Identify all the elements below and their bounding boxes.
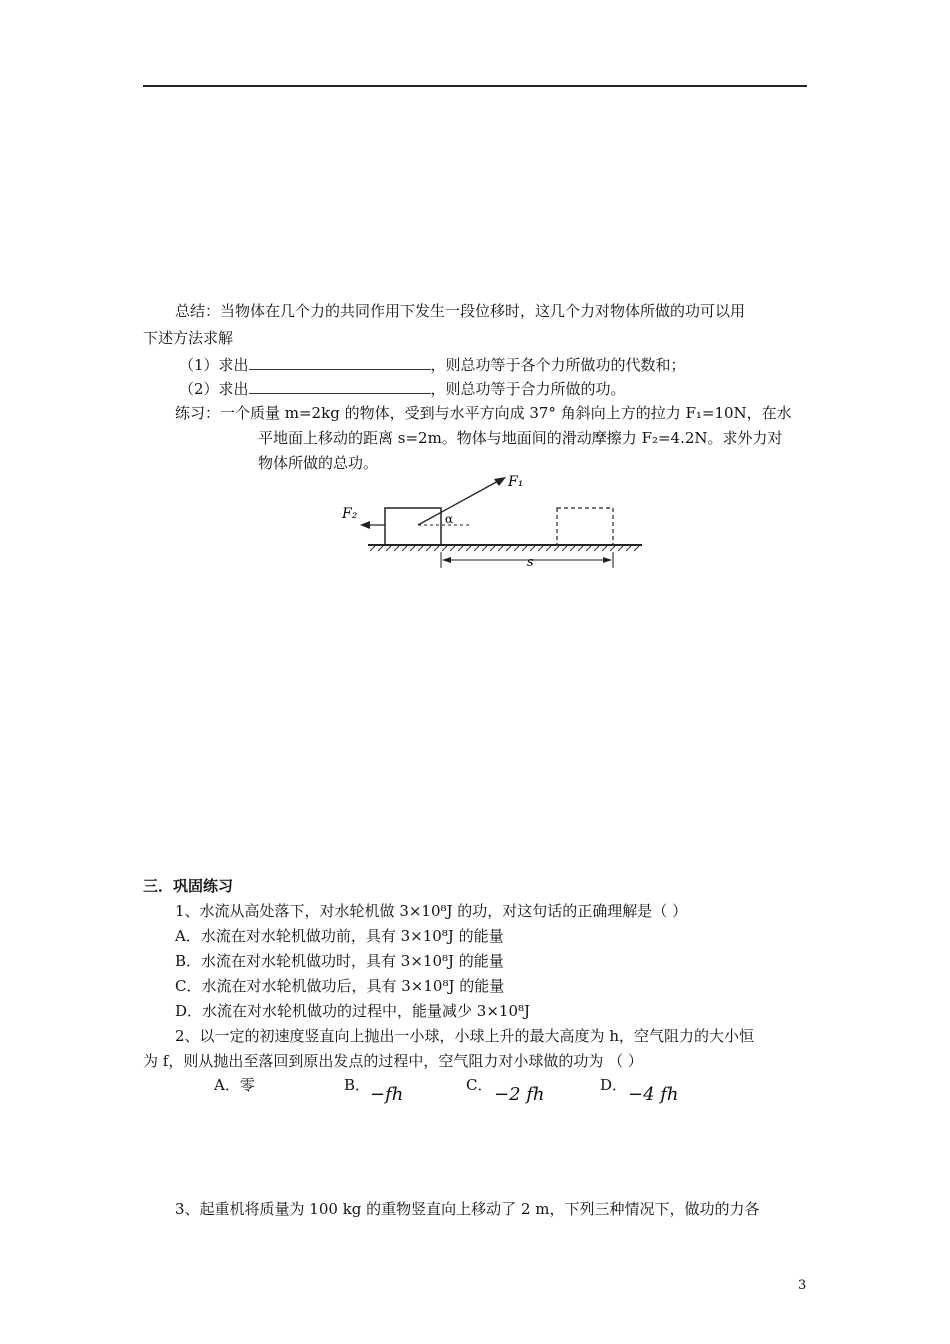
q1-option-c[interactable]: C．水流在对水轮机做功后，具有 3×10⁸J 的能量 (175, 977, 505, 995)
summary-item-2-prefix: （2）求出 (179, 380, 249, 398)
q1-option-a[interactable]: A．水流在对水轮机做功前，具有 3×10⁸J 的能量 (175, 927, 504, 945)
q3-line-1: 3、起重机将质量为 100 kg 的重物竖直向上移动了 2 m，下列三种情况下，做功的力各 (175, 1200, 760, 1218)
q2-option-c-label[interactable]: C． (466, 1076, 493, 1094)
s-arrow-left (442, 557, 451, 563)
summary-item-1 (179, 354, 686, 375)
force-f1-arrowhead (494, 477, 506, 486)
q2-line-1: 2、以一定的初速度竖直向上抛出一小球，小球上升的最大高度为 h，空气阻力的大小恒 (175, 1027, 754, 1045)
label-s: s (527, 555, 534, 570)
exercise-line-3: 物体所做的总功。 (258, 454, 379, 472)
q2-option-b-label[interactable]: B． (344, 1076, 371, 1094)
q2-line-2: 为 f，则从抛出至落回到原出发点的过程中，空气阻力对小球做的功为 （ ） (143, 1052, 643, 1070)
answer-blank-1[interactable] (249, 355, 431, 370)
answer-blank-2[interactable] (249, 379, 431, 394)
q2-option-a[interactable]: A．零 (214, 1076, 255, 1094)
label-f2: F₂ (342, 506, 358, 522)
summary-item-2 (179, 378, 626, 399)
q2-option-c-value: −2 fh (494, 1084, 545, 1105)
label-alpha: α (445, 512, 454, 526)
q2-option-b-value: −fh (370, 1084, 404, 1105)
summary-item-1-suffix: ，则总功等于各个力所做功的代数和； (430, 356, 686, 374)
force-diagram (330, 470, 650, 575)
q2-option-d-label[interactable]: D． (600, 1076, 628, 1094)
exercise-line-1: 练习：一个质量 m=2kg 的物体，受到与水平方向成 37° 角斜向上方的拉力 F₁=10N，在水 (175, 404, 792, 422)
header-rule (143, 85, 807, 87)
summary-line-2: 下述方法求解 (143, 329, 234, 347)
summary-line-1: 总结：当物体在几个力的共同作用下发生一段位移时，这几个力对物体所做的功可以用 (175, 302, 746, 320)
summary-item-2-suffix: ，则总功等于合力所做的功。 (430, 380, 626, 398)
label-f1: F₁ (508, 474, 524, 490)
q2-option-d-value: −4 fh (628, 1084, 679, 1105)
q1-option-b[interactable]: B．水流在对水轮机做功时，具有 3×10⁸J 的能量 (175, 952, 504, 970)
q1-stem: 1、水流从高处落下，对水轮机做 3×10⁸J 的功，对这句话的正确理解是（ ） (175, 902, 688, 920)
page-number: 3 (798, 1278, 807, 1293)
exercise-line-2: 平地面上移动的距离 s=2m。物体与地面间的滑动摩擦力 F₂=4.2N。求外力对 (258, 429, 783, 447)
q1-option-d[interactable]: D．水流在对水轮机做功的过程中，能量减少 3×10⁸J (175, 1002, 531, 1020)
force-f2-arrowhead (360, 521, 370, 529)
section-heading: 三．巩固练习 (143, 877, 234, 895)
block-final (557, 508, 613, 545)
force-f1-arrow (418, 480, 500, 525)
block-initial (385, 508, 441, 545)
s-arrow-right (603, 557, 612, 563)
summary-item-1-prefix: （1）求出 (179, 356, 249, 374)
